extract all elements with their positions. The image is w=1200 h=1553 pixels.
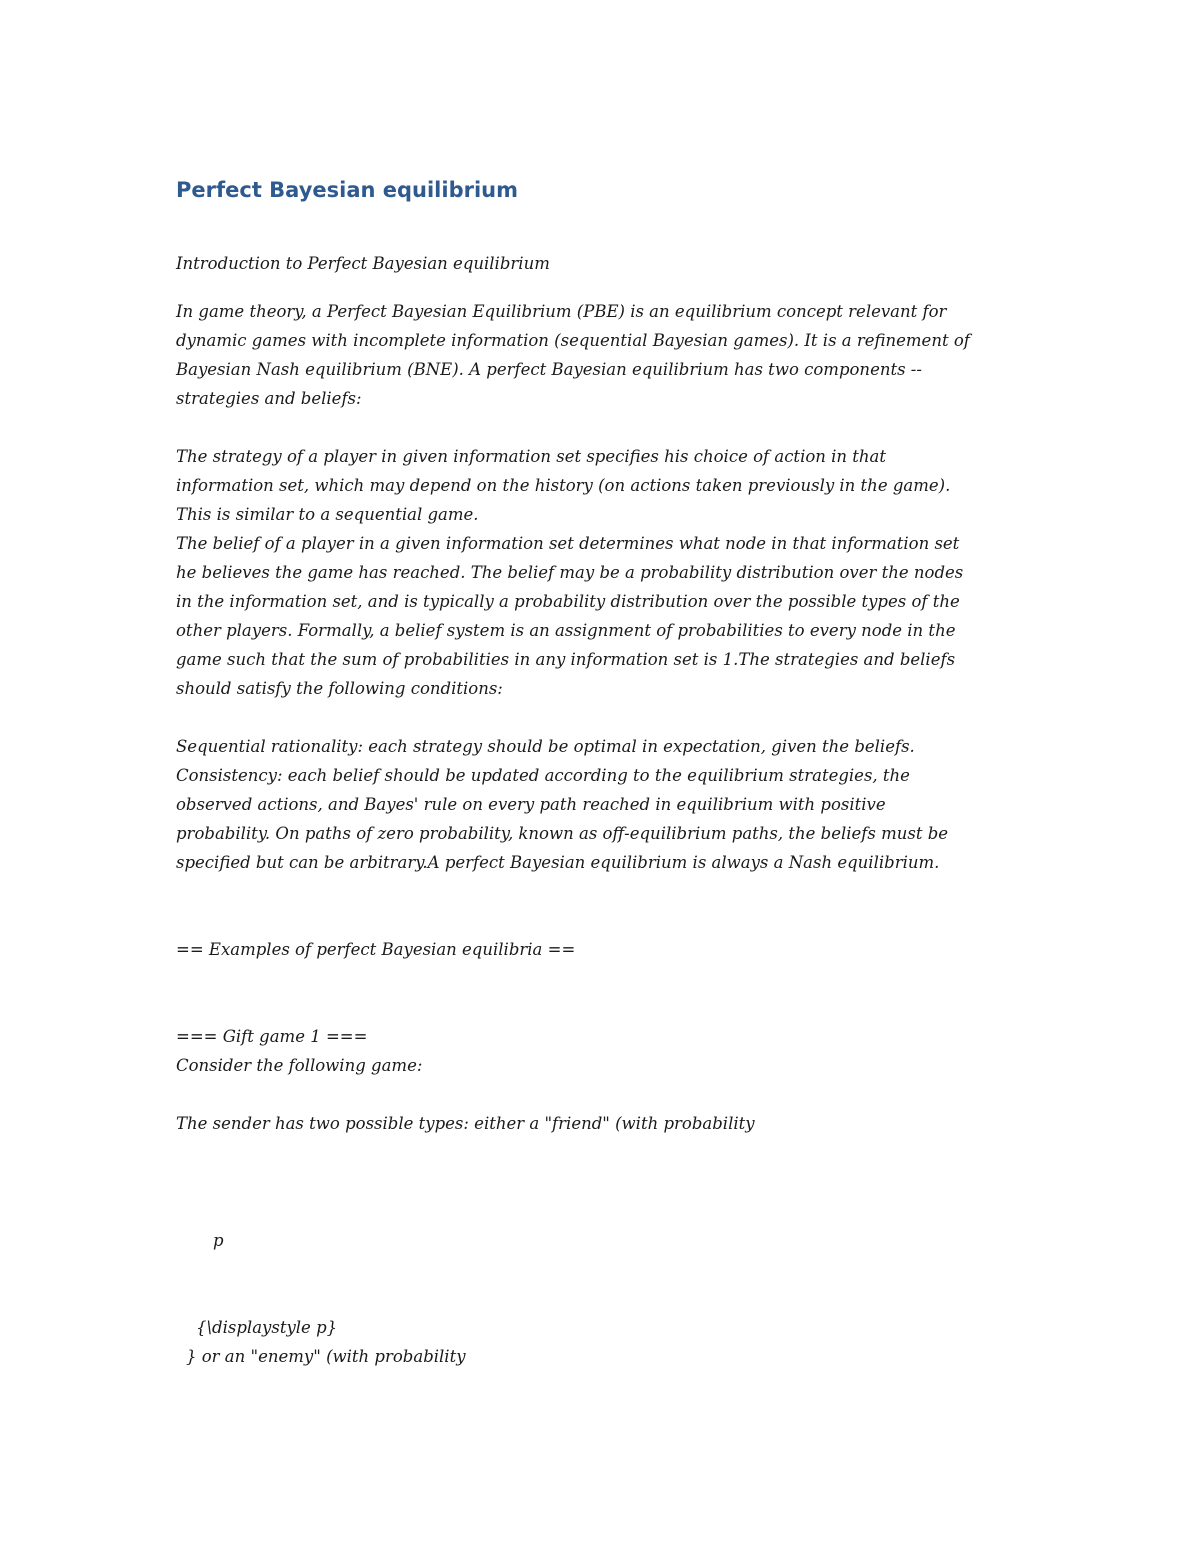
paragraph-line: Bayesian Nash equilibrium (BNE). A perfect Bayesian equilibrium has two components -- bbox=[176, 360, 922, 379]
paragraph-line: The strategy of a player in given information set specifies his choice of action in that bbox=[176, 447, 887, 466]
intro-heading: Introduction to Perfect Bayesian equilibrium bbox=[176, 254, 550, 273]
paragraph-line: other players. Formally, a belief system is an assignment of probabilities to every node in the bbox=[176, 621, 956, 640]
paragraph-line: } or an "enemy" (with probability bbox=[186, 1347, 466, 1366]
paragraph-line: should satisfy the following conditions: bbox=[176, 679, 503, 698]
paragraph-line: probability. On paths of zero probability, known as off-equilibrium paths, the beliefs must be bbox=[176, 824, 949, 843]
subsection-heading: === Gift game 1 === bbox=[176, 1027, 368, 1046]
section-heading: == Examples of perfect Bayesian equilibria == bbox=[176, 940, 576, 959]
paragraph-line: The belief of a player in a given information set determines what node in that information set bbox=[176, 534, 960, 553]
math-latex: {\displaystyle p} bbox=[196, 1318, 338, 1337]
paragraph-line: This is similar to a sequential game. bbox=[176, 505, 479, 524]
paragraph-line: information set, which may depend on the history (on actions taken previously in the game). bbox=[176, 476, 951, 495]
paragraph-line: In game theory, a Perfect Bayesian Equilibrium (PBE) is an equilibrium concept relevant for bbox=[176, 302, 947, 321]
paragraph-line: The sender has two possible types: either a "friend" (with probability bbox=[176, 1114, 755, 1133]
math-variable: p bbox=[213, 1231, 224, 1250]
paragraph-line: observed actions, and Bayes' rule on every path reached in equilibrium with positive bbox=[176, 795, 886, 814]
paragraph-line: Sequential rationality: each strategy should be optimal in expectation, given the beliefs. bbox=[176, 737, 915, 756]
paragraph-line: game such that the sum of probabilities in any information set is 1.The strategies and beliefs bbox=[176, 650, 956, 669]
paragraph-line: Consistency: each belief should be updated according to the equilibrium strategies, the bbox=[176, 766, 910, 785]
paragraph-line: he believes the game has reached. The belief may be a probability distribution over the nodes bbox=[176, 563, 964, 582]
paragraph-line: strategies and beliefs: bbox=[176, 389, 362, 408]
document-title: Perfect Bayesian equilibrium bbox=[176, 178, 518, 202]
paragraph-line: specified but can be arbitrary.A perfect Bayesian equilibrium is always a Nash equilibrium. bbox=[176, 853, 940, 872]
paragraph-line: dynamic games with incomplete information (sequential Bayesian games). It is a refinement of bbox=[176, 331, 970, 350]
paragraph-line: Consider the following game: bbox=[176, 1056, 423, 1075]
paragraph-line: in the information set, and is typically a probability distribution over the possible types of the bbox=[176, 592, 960, 611]
